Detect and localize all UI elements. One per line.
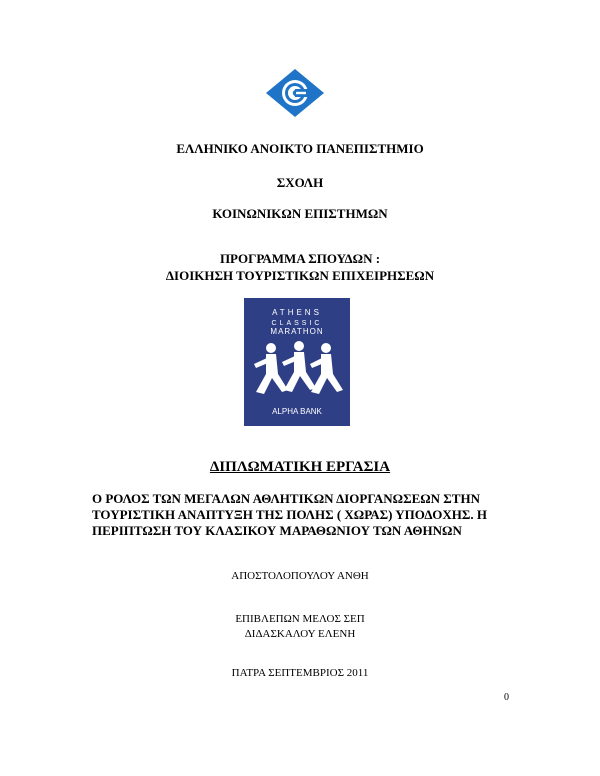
program-name: ΔΙΟΙΚΗΣΗ ΤΟΥΡΙΣΤΙΚΩΝ ΕΠΙΧΕΙΡΗΣΕΩΝ xyxy=(165,268,435,283)
place-date: ΠΑΤΡΑ ΣΕΠΤΕΜΒΡΙΟΣ 2011 xyxy=(231,667,369,679)
university-logo-icon xyxy=(265,68,325,118)
thesis-title-line: ΠΕΡΙΠΤΩΣΗ ΤΟΥ ΚΛΑΣΙΚΟΥ ΜΑΡΑΘΩΝΙΟΥ ΤΩΝ ΑΘΗΝΩΝ xyxy=(92,523,462,538)
poster-line-classic: CLASSIC xyxy=(271,320,323,327)
university-name: ΕΛΛΗΝΙΚΟ ΑΝΟΙΚΤΟ ΠΑΝΕΠΙΣΤΗΜΙΟ xyxy=(176,141,424,156)
program-label: ΠΡΟΓΡΑΜΜΑ ΣΠΟΥΔΩΝ : xyxy=(219,251,381,266)
school-name: ΚΟΙΝΩΝΙΚΩΝ ΕΠΙΣΤΗΜΩΝ xyxy=(212,206,388,221)
poster-line-marathon: MARATHON xyxy=(270,327,324,336)
page-number: 0 xyxy=(504,692,509,703)
supervisor-name: ΔΙΔΑΣΚΑΛΟΥ ΕΛΕΝΗ xyxy=(244,628,356,640)
author-name: ΑΠΟΣΤΟΛΟΠΟΥΛΟΥ ΑΝΘΗ xyxy=(231,570,369,582)
poster-sponsor: ALPHA BANK xyxy=(272,407,322,416)
thesis-type: ΔΙΠΛΩΜΑΤΙΚΗ ΕΡΓΑΣΙΑ xyxy=(209,459,391,475)
poster-line-athens: ATHENS xyxy=(272,308,322,317)
thesis-title-line: Ο ΡΟΛΟΣ ΤΩΝ ΜΕΓΑΛΩΝ ΑΘΛΗΤΙΚΩΝ ΔΙΟΡΓΑΝΩΣΕΩΝ ΣΤΗΝ xyxy=(92,491,480,506)
supervisor-label: ΕΠΙΒΛΕΠΩΝ ΜΕΛΟΣ ΣΕΠ xyxy=(235,613,365,625)
thesis-title xyxy=(92,491,522,539)
school-label: ΣΧΟΛΗ xyxy=(276,175,324,190)
thesis-title-line: ΤΟΥΡΙΣΤΙΚΗ ΑΝΑΠΤΥΞΗ ΤΗΣ ΠΟΛΗΣ ( ΧΩΡΑΣ) ΥΠΟΔΟΧΗΣ. Η xyxy=(92,507,487,522)
marathon-poster-image xyxy=(244,298,350,426)
